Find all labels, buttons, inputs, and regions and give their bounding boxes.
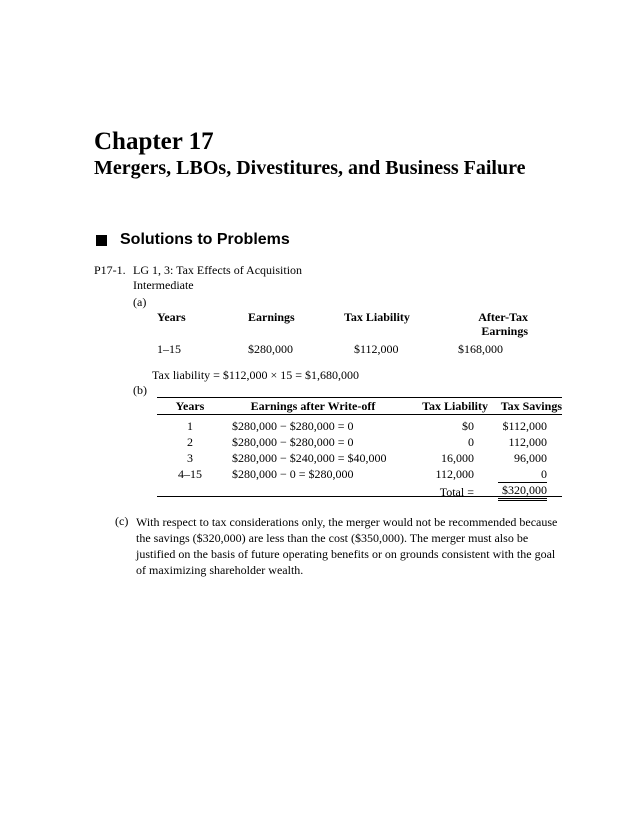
write-off-table bbox=[157, 398, 562, 501]
part-c-label: (c) bbox=[115, 514, 129, 528]
row-earnings: $280,000 − $240,000 = $40,000 bbox=[232, 451, 387, 465]
table-row bbox=[157, 466, 562, 482]
table-row bbox=[157, 434, 562, 450]
row-earnings: $280,000 − $280,000 = 0 bbox=[232, 435, 354, 449]
part-a-row-after-tax: $168,000 bbox=[458, 342, 503, 356]
chapter-title: Chapter 17 bbox=[94, 128, 214, 155]
total-value bbox=[488, 482, 562, 501]
part-a-header-after-tax: After-Tax bbox=[478, 310, 528, 324]
header-years: Years bbox=[175, 399, 205, 413]
part-a-header-after-tax-earnings: Earnings bbox=[481, 324, 528, 338]
row-tax-liability: 16,000 bbox=[441, 451, 474, 465]
row-earnings: $280,000 − 0 = $280,000 bbox=[232, 467, 354, 481]
row-years: 1 bbox=[187, 419, 193, 433]
part-a-row-earnings: $280,000 bbox=[248, 342, 293, 356]
row-earnings: $280,000 − $280,000 = 0 bbox=[232, 419, 354, 433]
part-a-row-years: 1–15 bbox=[157, 342, 181, 356]
row-tax-savings: 96,000 bbox=[514, 451, 547, 465]
problem-level: Intermediate bbox=[133, 278, 194, 292]
part-a-header-earnings: Earnings bbox=[248, 310, 295, 324]
table-bottom-rule bbox=[157, 496, 562, 497]
problem-title: LG 1, 3: Tax Effects of Acquisition bbox=[133, 263, 303, 277]
total-value-text: $320,000 bbox=[498, 482, 547, 501]
part-a-header-years: Years bbox=[157, 310, 186, 324]
part-a-header-tax-liability: Tax Liability bbox=[344, 310, 410, 324]
part-a-row-tax-liability: $112,000 bbox=[354, 342, 399, 356]
section-heading: Solutions to Problems bbox=[120, 231, 290, 248]
header-earnings-after-write-off: Earnings after Write-off bbox=[250, 399, 376, 413]
row-tax-liability: 112,000 bbox=[435, 467, 474, 481]
table-total-row bbox=[157, 482, 562, 501]
row-years: 3 bbox=[187, 451, 193, 465]
part-a-label: (a) bbox=[133, 295, 147, 309]
part-c-text: With respect to tax considerations only, the merger would not be recommended because the savings ($320,000) are less than the cost ($350,000). The merger must also be justified on the basis of future operating benefits or on grounds consistent with the goal of maximizing shareholder wealth. bbox=[136, 515, 558, 577]
header-tax-savings: Tax Savings bbox=[500, 399, 562, 413]
table-header-row bbox=[157, 398, 562, 415]
row-years: 2 bbox=[187, 435, 193, 449]
row-years: 4–15 bbox=[178, 467, 202, 481]
chapter-subtitle: Mergers, LBOs, Divestitures, and Business Failure bbox=[94, 157, 526, 179]
part-b-label: (b) bbox=[133, 383, 147, 397]
row-tax-savings: $112,000 bbox=[502, 419, 547, 433]
row-tax-savings: 112,000 bbox=[508, 435, 547, 449]
bullet-square-icon bbox=[96, 235, 107, 246]
header-tax-liability: Tax Liability bbox=[422, 399, 488, 413]
row-tax-savings: 0 bbox=[541, 467, 547, 481]
table-row bbox=[157, 450, 562, 466]
row-tax-liability: $0 bbox=[462, 419, 474, 433]
row-tax-liability: 0 bbox=[468, 435, 474, 449]
part-a-note: Tax liability = $112,000 × 15 = $1,680,000 bbox=[152, 368, 360, 382]
total-label: Total = bbox=[439, 484, 474, 499]
table-row bbox=[157, 418, 562, 434]
problem-id: P17-1. bbox=[94, 263, 126, 277]
